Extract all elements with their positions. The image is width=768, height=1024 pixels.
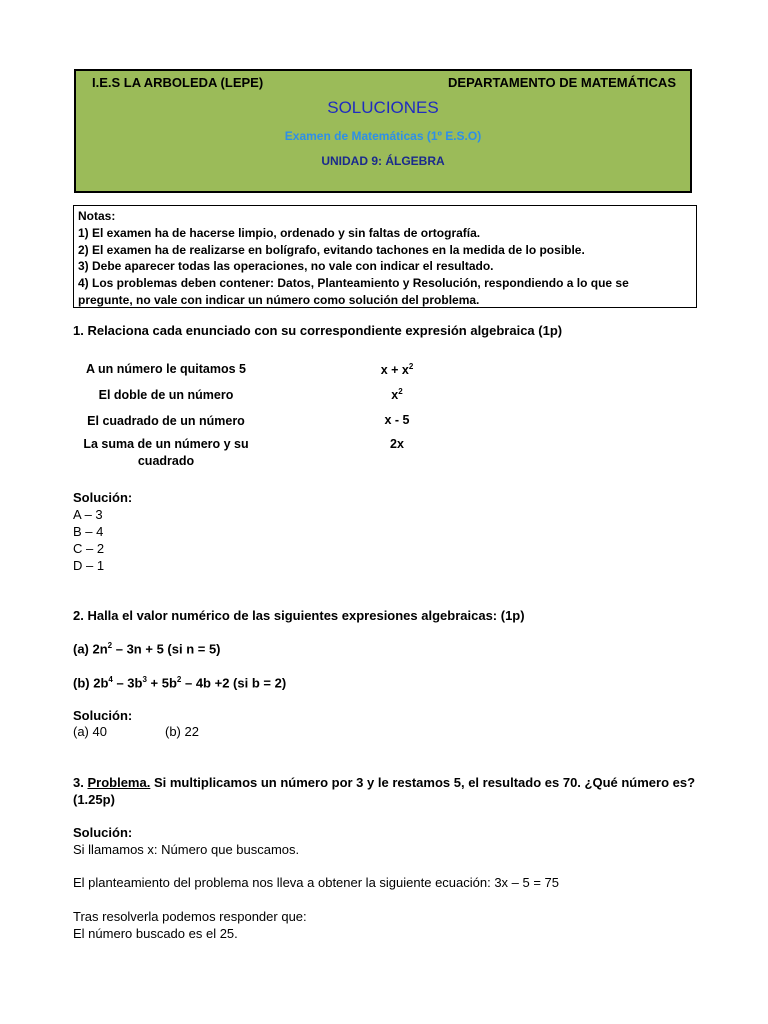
q1-title: 1. Relaciona cada enunciado con su correspondiente expresión algebraica (1p)	[73, 323, 563, 338]
notes-box	[73, 205, 697, 308]
page-title: SOLUCIONES	[327, 98, 439, 117]
q2-answer-b: (b) 22	[165, 724, 199, 739]
q1-statement-b: El doble de un número	[98, 388, 234, 402]
q2-title: 2. Halla el valor numérico de las siguientes expresiones algebraicas: (1p)	[73, 608, 525, 623]
note-item: pregunte, no vale con indicar un número como solución del problema.	[78, 292, 480, 307]
school-name: I.E.S LA ARBOLEDA (LEPE)	[92, 75, 264, 90]
q1-answer: A – 3	[73, 507, 103, 522]
note-item: 3) Debe aparecer todas las operaciones, no vale con indicar el resultado.	[78, 259, 494, 274]
note-item: 2) El examen ha de realizarse en bolígrafo, evitando tachones en la medida de lo posible.	[78, 242, 585, 257]
q1-expression-1: $x + x^2$	[380, 362, 414, 378]
q1-solution-label: Solución:	[73, 490, 133, 505]
q2-answer-a: (a) 40	[73, 724, 107, 739]
q1-statement-d: La suma de un número y su cuadrado	[83, 437, 249, 468]
q1-expression-4: 2x	[390, 437, 404, 451]
q1-statement-a: A un número le quitamos 5	[86, 362, 246, 376]
note-item: 1) El examen ha de hacerse limpio, ordenado y sin faltas de ortografía.	[78, 225, 481, 240]
q3-title: 3. Problema. Si multiplicamos un número por 3 y le restamos 5, el resultado es 70. ¿Qué número es?	[73, 775, 696, 790]
q2-expression-a: (a) $2n^2 - 3n + 5$ (si n = 5)	[73, 641, 221, 657]
q3-line: Si llamamos x: Número que buscamos.	[73, 842, 300, 857]
q2-expression-b: (b) $2b^4 - 3b^3 + 5b^2 - 4b +2$ (si b = 2)	[73, 675, 287, 691]
q1-answer: D – 1	[73, 558, 105, 573]
exam-subtitle: Examen de Matemáticas (1º E.S.O)	[284, 129, 482, 143]
q1-answer: B – 4	[73, 524, 104, 539]
q1-answer: C – 2	[73, 541, 105, 556]
q3-equation-line: El planteamiento del problema nos lleva a obtener la siguiente ecuación: 3x – 5 = 75	[73, 875, 560, 890]
q3-line: Tras resolverla podemos responder que:	[73, 909, 307, 924]
department-name: DEPARTAMENTO DE MATEMÁTICAS	[448, 75, 676, 90]
q1-expression-2: $x^2$	[391, 387, 403, 403]
q1-expression-3: x - 5	[384, 413, 410, 427]
unit-title: UNIDAD 9: ÁLGEBRA	[321, 154, 445, 168]
q1-statement-c: El cuadrado de un número	[87, 414, 245, 428]
q3-solution-label: Solución:	[73, 825, 133, 840]
note-item: 4) Los problemas deben contener: Datos, Planteamiento y Resolución, respondiendo a lo que se	[78, 276, 629, 291]
notes-heading: Notas:	[78, 209, 116, 223]
q2-solution-label: Solución:	[73, 708, 133, 723]
header-box	[74, 69, 692, 193]
q3-answer: El número buscado es el 25.	[73, 926, 238, 941]
q3-points: (1.25p)	[73, 792, 115, 807]
q3-problem-word: Problema.	[87, 775, 151, 790]
